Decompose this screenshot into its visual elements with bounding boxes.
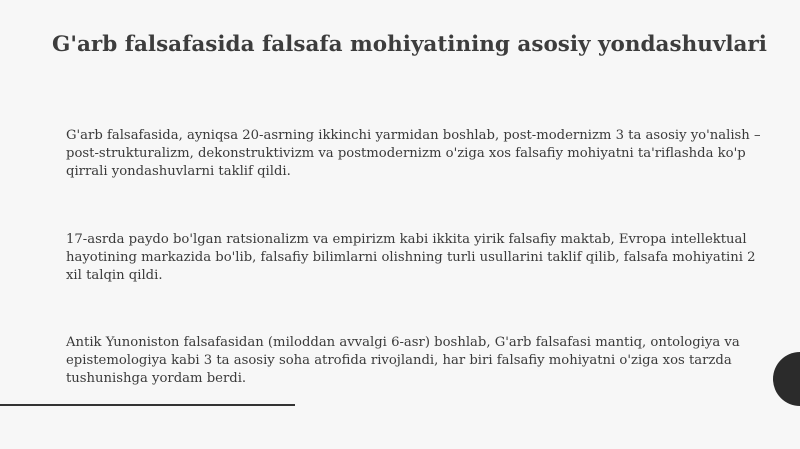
- decorative-circle: [773, 352, 800, 406]
- bottom-divider-line: [0, 404, 295, 406]
- slide-title: G'arb falsafasida falsafa mohiyatining asosiy yondashuvlari: [52, 32, 767, 57]
- paragraph-rationalism-empiricism: 17-asrda paydo bo'lgan ratsionalizm va empirizm kabi ikkita yirik falsafiy maktab, Evropa intellektual hayotining markazida bo'lib, falsafiy bilimlarni olishning turli usullarini taklif qilib, falsafa mohiyatini 2 xil talqin qildi.: [66, 232, 756, 283]
- paragraph-postmodernism: G'arb falsafasida, ayniqsa 20-asrning ikkinchi yarmidan boshlab, post-modernizm 3 ta asosiy yo'nalish – post-strukturalizm, dekonstruktivizm va postmodernizm o'ziga xos falsafiy mohiyatni ta'riflashda ko'p qirrali yondashuvlarni taklif qildi.: [66, 128, 761, 179]
- paragraph-ancient-greece: Antik Yunoniston falsafasidan (miloddan avvalgi 6-asr) boshlab, G'arb falsafasi mantiq, ontologiya va epistemologiya kabi 3 ta asosiy soha atrofida rivojlandi, har biri falsafiy mohiyatni o'ziga xos tarzda tushunishga yordam berdi.: [66, 335, 740, 386]
